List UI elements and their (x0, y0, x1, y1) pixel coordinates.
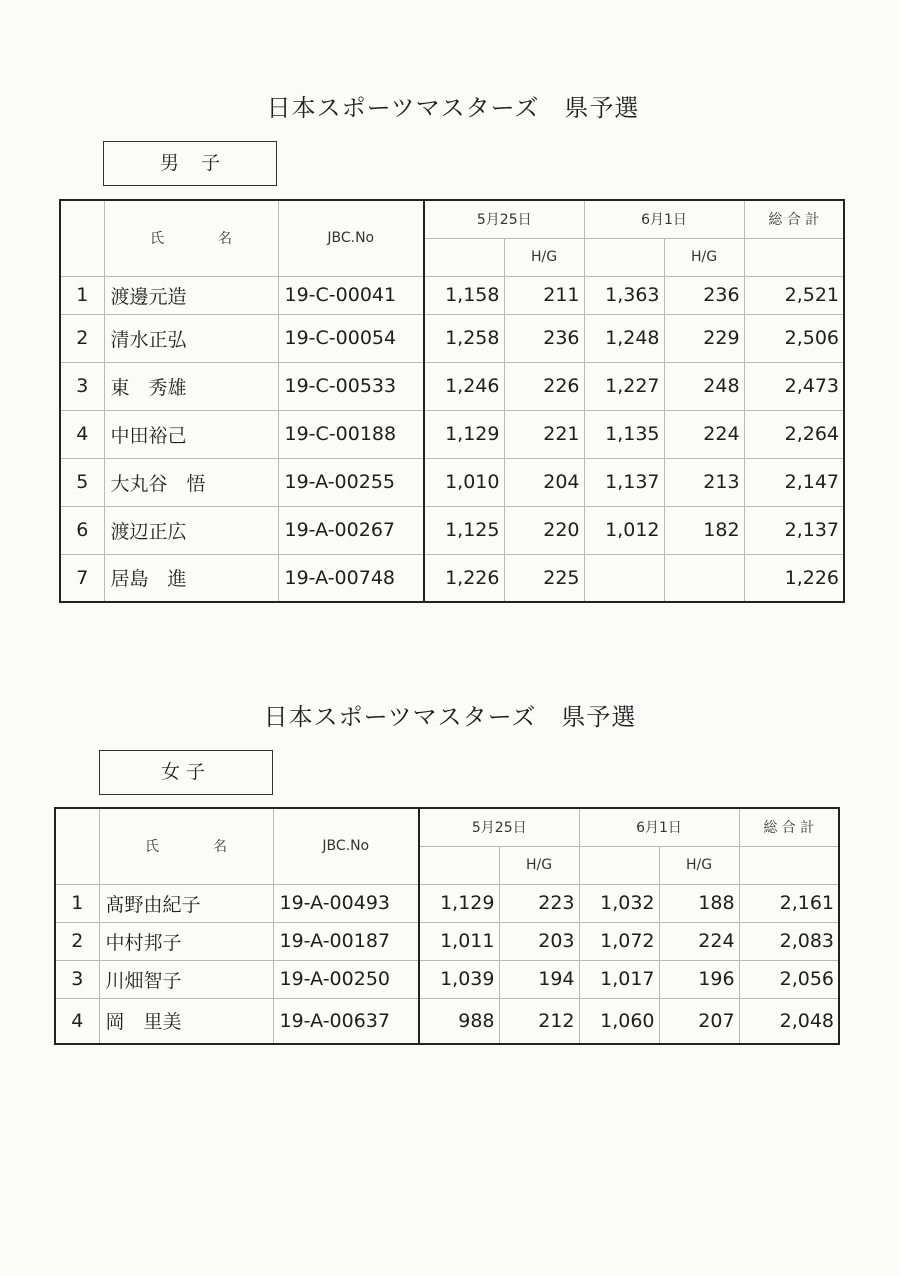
rank-header (60, 200, 104, 276)
day2-score-cell: 1,032 (579, 884, 659, 922)
day1-score-cell: 1,011 (419, 922, 499, 960)
day2-hg-header: H/G (659, 846, 739, 884)
day2-header: 6月1日 (579, 808, 739, 846)
day1-hg-cell: 204 (504, 458, 584, 506)
day2-score-cell: 1,135 (584, 410, 664, 458)
results-table-women (54, 807, 840, 1045)
jbc-cell: 19-A-00187 (273, 922, 419, 960)
section-title-men: 日本スポーツマスターズ 県予選 (266, 94, 640, 122)
table-row (60, 458, 844, 506)
day2-hg-cell (664, 554, 744, 602)
section-title-women: 日本スポーツマスターズ 県予選 (263, 703, 637, 731)
total-cell: 2,147 (744, 458, 844, 506)
name-cell: 居島 進 (104, 554, 278, 602)
name-cell: 渡辺正広 (104, 506, 278, 554)
total-cell: 2,137 (744, 506, 844, 554)
total-header: 総 合 計 (739, 808, 839, 846)
day1-hg-cell: 212 (499, 998, 579, 1044)
name-cell: 中村邦子 (99, 922, 273, 960)
table-row (55, 884, 839, 922)
day1-hg-cell: 203 (499, 922, 579, 960)
day1-hg-cell: 220 (504, 506, 584, 554)
day2-score-cell: 1,072 (579, 922, 659, 960)
jbc-cell: 19-C-00188 (278, 410, 424, 458)
header-row (60, 200, 844, 238)
rank-cell: 6 (60, 506, 104, 554)
name-cell: 中田裕己 (104, 410, 278, 458)
total-cell: 2,264 (744, 410, 844, 458)
day2-hg-cell: 213 (664, 458, 744, 506)
day1-score-cell: 1,010 (424, 458, 504, 506)
name-cell: 髙野由紀子 (99, 884, 273, 922)
day1-score-cell: 1,125 (424, 506, 504, 554)
day1-score-cell: 1,129 (419, 884, 499, 922)
name-cell: 渡邊元造 (104, 276, 278, 314)
rank-cell: 7 (60, 554, 104, 602)
day1-hg-cell: 223 (499, 884, 579, 922)
jbc-cell: 19-C-00041 (278, 276, 424, 314)
category-label-women: 女子 (99, 750, 273, 795)
jbc-cell: 19-A-00250 (273, 960, 419, 998)
day1-hg-cell: 236 (504, 314, 584, 362)
table-row (60, 362, 844, 410)
table-row (60, 554, 844, 602)
day2-score-cell: 1,227 (584, 362, 664, 410)
name-cell: 清水正弘 (104, 314, 278, 362)
day1-hg-header: H/G (504, 238, 584, 276)
day2-score-cell: 1,060 (579, 998, 659, 1044)
day2-hg-cell: 248 (664, 362, 744, 410)
rank-cell: 1 (55, 884, 99, 922)
day2-score-cell: 1,012 (584, 506, 664, 554)
jbc-cell: 19-A-00255 (278, 458, 424, 506)
rank-cell: 4 (55, 998, 99, 1044)
total-cell: 2,161 (739, 884, 839, 922)
rank-cell: 1 (60, 276, 104, 314)
name-cell: 岡 里美 (99, 998, 273, 1044)
name-cell: 川畑智子 (99, 960, 273, 998)
day2-hg-cell: 236 (664, 276, 744, 314)
rank-cell: 4 (60, 410, 104, 458)
name-header: 氏 名 (99, 808, 273, 884)
table-row (55, 922, 839, 960)
day2-score-cell (584, 554, 664, 602)
day1-score-cell: 1,246 (424, 362, 504, 410)
day2-hg-header: H/G (664, 238, 744, 276)
day2-hg-cell: 196 (659, 960, 739, 998)
rank-cell: 5 (60, 458, 104, 506)
name-cell: 東 秀雄 (104, 362, 278, 410)
day2-hg-cell: 229 (664, 314, 744, 362)
day1-score-cell: 1,226 (424, 554, 504, 602)
rank-cell: 2 (60, 314, 104, 362)
day2-hg-cell: 207 (659, 998, 739, 1044)
day2-score-cell: 1,017 (579, 960, 659, 998)
rank-cell: 3 (55, 960, 99, 998)
category-label-men: 男子 (103, 141, 277, 186)
total-cell: 2,473 (744, 362, 844, 410)
day1-score-cell: 1,129 (424, 410, 504, 458)
table-row (55, 960, 839, 998)
day2-hg-cell: 182 (664, 506, 744, 554)
day1-hg-cell: 221 (504, 410, 584, 458)
day2-score-cell: 1,137 (584, 458, 664, 506)
jbc-header: JBC.No (278, 200, 424, 276)
total-cell: 2,048 (739, 998, 839, 1044)
day2-hg-cell: 224 (664, 410, 744, 458)
rank-header (55, 808, 99, 884)
day1-header: 5月25日 (424, 200, 584, 238)
total-cell: 2,083 (739, 922, 839, 960)
header-row (55, 808, 839, 846)
total-cell: 1,226 (744, 554, 844, 602)
day1-hg-cell: 194 (499, 960, 579, 998)
jbc-header: JBC.No (273, 808, 419, 884)
total-cell: 2,056 (739, 960, 839, 998)
day1-header: 5月25日 (419, 808, 579, 846)
table-row (60, 276, 844, 314)
day1-score-cell: 1,158 (424, 276, 504, 314)
jbc-cell: 19-C-00054 (278, 314, 424, 362)
table-row (55, 998, 839, 1044)
name-cell: 大丸谷 悟 (104, 458, 278, 506)
day1-score-cell: 988 (419, 998, 499, 1044)
day1-score-cell: 1,258 (424, 314, 504, 362)
table-row (60, 410, 844, 458)
day1-hg-header: H/G (499, 846, 579, 884)
table-row (60, 506, 844, 554)
jbc-cell: 19-A-00493 (273, 884, 419, 922)
jbc-cell: 19-A-00637 (273, 998, 419, 1044)
day2-hg-cell: 188 (659, 884, 739, 922)
day1-hg-cell: 211 (504, 276, 584, 314)
day2-header: 6月1日 (584, 200, 744, 238)
jbc-cell: 19-A-00748 (278, 554, 424, 602)
total-cell: 2,521 (744, 276, 844, 314)
rank-cell: 2 (55, 922, 99, 960)
jbc-cell: 19-A-00267 (278, 506, 424, 554)
jbc-cell: 19-C-00533 (278, 362, 424, 410)
total-cell: 2,506 (744, 314, 844, 362)
day2-score-cell: 1,248 (584, 314, 664, 362)
day1-hg-cell: 225 (504, 554, 584, 602)
name-header: 氏 名 (104, 200, 278, 276)
day2-score-cell: 1,363 (584, 276, 664, 314)
total-header: 総 合 計 (744, 200, 844, 238)
table-row (60, 314, 844, 362)
day2-hg-cell: 224 (659, 922, 739, 960)
day1-hg-cell: 226 (504, 362, 584, 410)
rank-cell: 3 (60, 362, 104, 410)
day1-score-cell: 1,039 (419, 960, 499, 998)
results-table-men (59, 199, 845, 603)
